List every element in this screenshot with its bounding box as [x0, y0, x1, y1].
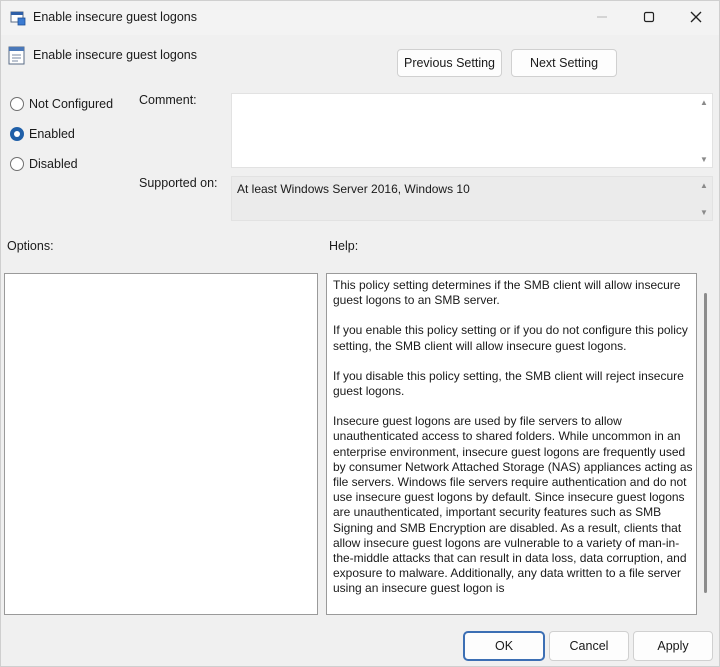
close-button[interactable] [673, 1, 719, 33]
close-icon [690, 11, 702, 23]
radio-button[interactable] [10, 157, 24, 171]
apply-button[interactable]: Apply [633, 631, 713, 661]
radio-label: Disabled [29, 157, 78, 171]
previous-setting-button[interactable]: Previous Setting [397, 49, 502, 77]
comment-label: Comment: [139, 93, 197, 107]
help-paragraph: This policy setting determines if the SMB client will allow insecure guest logons to an SMB server. [333, 278, 681, 308]
window-title: Enable insecure guest logons [33, 10, 198, 24]
scroll-down-icon[interactable]: ▼ [700, 207, 708, 217]
radio-label: Enabled [29, 127, 75, 141]
help-panel[interactable] [326, 273, 697, 615]
ok-button[interactable]: OK [463, 631, 545, 661]
radio-label: Not Configured [29, 97, 114, 111]
title-bar[interactable] [1, 1, 719, 35]
maximize-button[interactable] [626, 1, 672, 33]
minimize-button[interactable] [579, 1, 625, 33]
supported-on-label: Supported on: [139, 176, 218, 190]
help-scrollbar[interactable] [704, 293, 707, 593]
cancel-button[interactable]: Cancel [549, 631, 629, 661]
scroll-down-icon[interactable]: ▼ [700, 154, 708, 164]
help-label: Help: [329, 239, 359, 253]
supported-on-field [231, 176, 713, 221]
help-text [333, 278, 693, 612]
supported-on-value: At least Windows Server 2016, Windows 10 [237, 182, 470, 196]
next-setting-button[interactable]: Next Setting [511, 49, 617, 77]
policy-setting-icon [8, 46, 26, 66]
radio-button[interactable] [10, 97, 24, 111]
options-label: Options: [7, 239, 54, 253]
options-panel [4, 273, 318, 615]
scroll-up-icon[interactable]: ▲ [700, 180, 708, 190]
help-paragraph: If you enable this policy setting or if you do not configure this policy setting, the SMB client will allow insecure guest logons. [333, 323, 688, 353]
radio-enabled[interactable] [10, 127, 75, 141]
minimize-icon [596, 11, 608, 23]
radio-not-configured[interactable] [10, 97, 113, 111]
radio-disabled[interactable] [10, 157, 78, 171]
maximize-icon [643, 11, 655, 23]
help-paragraph: Insecure guest logons are used by file servers to allow unauthenticated access to shared folders. While uncommon in an enterprise environment, insecure guest logons are frequently used by consumer Network Attached Storage (NAS) appliances acting as file servers. Windows file servers require authentication and do not use insecure guest logons by default. Since insecure guest logons are unauthenticated, important security features such as SMB Signing and SMB Encryption are disabled. As a result, clients that allow insecure guest logons are vulnerable to a variety of man-in-the-middle attacks that can result in data loss, data corruption, and exposure to malware. Additionally, any data written to a file server using an insecure guest logon is [333, 414, 693, 596]
policy-app-icon [10, 10, 26, 26]
help-paragraph: If you disable this policy setting, the SMB client will reject insecure guest logons. [333, 368, 684, 399]
radio-button[interactable] [10, 127, 24, 141]
policy-name-heading: Enable insecure guest logons [33, 48, 198, 62]
scroll-up-icon[interactable]: ▲ [700, 97, 708, 107]
comment-textarea[interactable] [231, 93, 713, 168]
